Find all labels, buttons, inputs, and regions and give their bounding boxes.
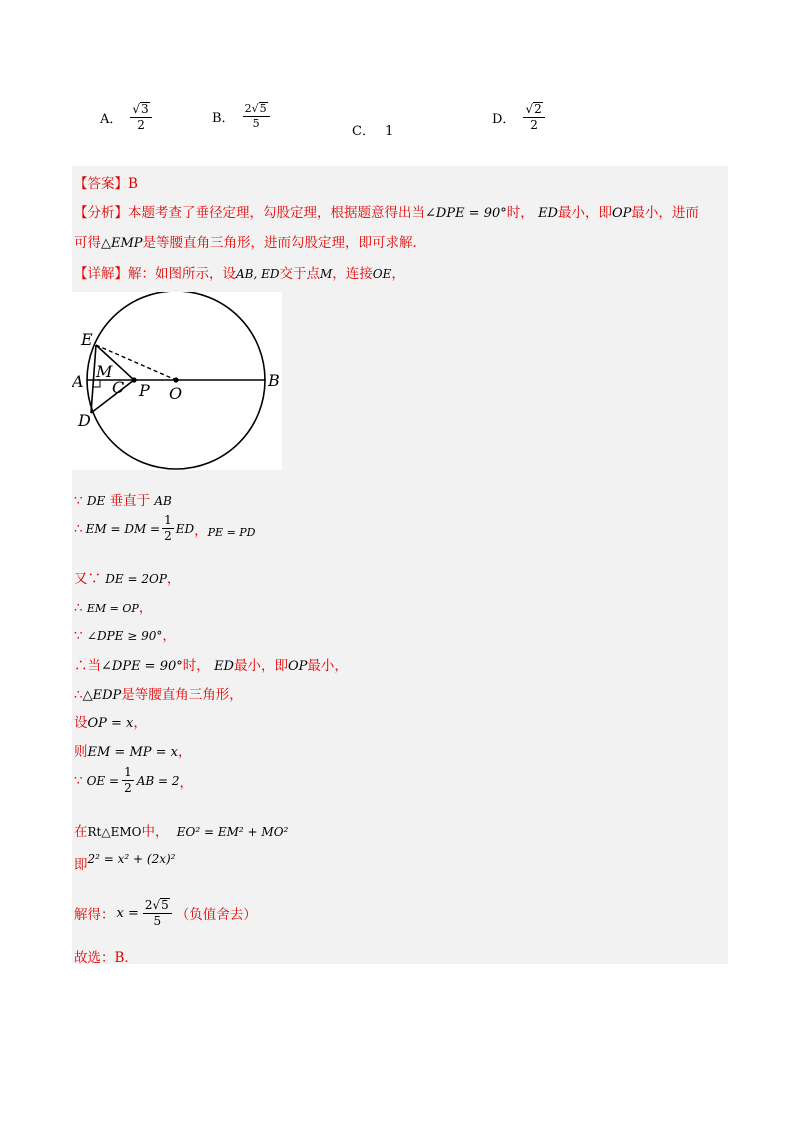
analysis-text: 是等腰直角三角形，进而勾股定理，即可求解. [142, 235, 417, 251]
analysis-text: 可得 [74, 235, 101, 251]
option-b-fraction [243, 102, 270, 130]
because-symbol: ∵ [74, 772, 83, 789]
label-e: E [81, 330, 93, 349]
label-a: A [72, 372, 84, 391]
step-math: ∠DPE ≥ 90° [86, 629, 163, 643]
detail-text: 解：如图所示，设 [128, 266, 236, 282]
analysis-line-1 [74, 201, 699, 221]
fraction-radicand: 5 [161, 898, 169, 912]
option-a-fraction [130, 102, 151, 132]
fraction-denominator: 5 [153, 914, 162, 929]
detail-text: 交于点 [279, 266, 320, 282]
option-a-radicand: 3 [141, 102, 149, 116]
sqrt-symbol: √ [251, 102, 259, 115]
option-a-denominator: 2 [137, 118, 145, 133]
final-answer-text: 故选：B． [74, 950, 138, 966]
label-o: O [169, 384, 183, 403]
analysis-line-2 [74, 231, 417, 251]
step-text: ， [133, 715, 147, 731]
step-math: PE = PD [207, 526, 256, 540]
label-d: D [78, 411, 91, 430]
fraction-coefficient: 2 [144, 898, 153, 912]
analysis-text: 最小，进而 [631, 205, 699, 221]
analysis-math: ED [538, 206, 558, 221]
detail-math: AB, ED [236, 267, 280, 281]
analysis-math: △EMP [101, 236, 143, 251]
step-math: △EDP [82, 688, 122, 703]
therefore-symbol: ∴ [74, 687, 83, 703]
detail-line [74, 262, 405, 282]
step-math: DE = 2OP [105, 572, 167, 586]
step-2 [74, 514, 256, 543]
step-text: ， [194, 522, 208, 539]
step-text: 当 [87, 658, 101, 674]
step-9 [74, 740, 192, 760]
detail-math: OE [372, 267, 392, 281]
answer-value: B [128, 176, 138, 192]
therefore-symbol: ∴ [74, 658, 88, 674]
step-7 [74, 683, 243, 703]
option-d [492, 102, 545, 132]
step-1 [74, 489, 172, 509]
option-b-denominator: 5 [252, 117, 260, 131]
option-d-radicand: 2 [534, 102, 542, 116]
option-d-fraction [523, 102, 544, 132]
fraction-denominator: 2 [124, 781, 132, 796]
sqrt-symbol: √ [132, 102, 141, 116]
option-d-denominator: 2 [530, 118, 538, 133]
step-10-fraction [122, 766, 134, 795]
step-13-fraction [143, 898, 172, 928]
step-3 [74, 567, 180, 587]
step-8 [74, 711, 147, 731]
point-o [173, 377, 178, 382]
step-math: EM = OP [86, 602, 139, 615]
point-p [131, 377, 136, 382]
step-math: EO² = EM² + MO² [176, 825, 289, 839]
analysis-math: ∠DPE = 90° [425, 206, 507, 221]
step-10 [74, 766, 193, 795]
step-6 [74, 654, 348, 674]
solution-panel [72, 166, 728, 964]
option-b-letter: B． [212, 110, 235, 126]
option-b [212, 102, 270, 130]
detail-tag: 【详解】 [74, 266, 128, 282]
step-text: 又 [74, 571, 88, 587]
step-4 [74, 596, 152, 616]
fraction-numerator: 1 [122, 766, 134, 781]
detail-math: M [320, 267, 333, 281]
step-text: 是等腰直角三角形， [121, 687, 243, 703]
step-text: ， [162, 628, 176, 644]
step-math: ED [175, 521, 195, 536]
step-math: DE [86, 494, 106, 508]
therefore-symbol: ∴ [74, 520, 83, 537]
step-math: OP = x [87, 716, 134, 731]
step-text: 垂直于 [109, 493, 151, 509]
circle-diagram [72, 292, 282, 470]
option-c [352, 120, 393, 139]
step-text: （负值舍去） [175, 907, 257, 924]
label-b: B [268, 371, 280, 390]
step-math: AB = 2 [136, 773, 180, 788]
step-14 [74, 946, 138, 966]
step-2-fraction [162, 514, 174, 543]
step-text: ， [178, 744, 192, 760]
step-13 [74, 898, 257, 928]
analysis-tag: 【分析】 [74, 205, 128, 221]
step-text: 中， [141, 824, 169, 840]
option-b-radicand: 5 [259, 102, 267, 115]
step-math: ∠DPE = 90° [101, 659, 183, 674]
because-symbol: ∵ [74, 493, 83, 509]
step-text: 即 [74, 857, 88, 873]
fraction-denominator: 2 [164, 529, 172, 544]
because-symbol: ∵ [87, 571, 101, 587]
answer-tag: 【答案】 [74, 176, 128, 192]
step-text: 时， [182, 658, 210, 674]
step-text: 解得： [74, 907, 115, 924]
label-p: P [139, 381, 150, 400]
step-math: ED [214, 659, 234, 674]
step-math: Rt△EMO [87, 825, 142, 839]
sqrt-symbol: √ [525, 102, 534, 116]
step-math: 2² = x² + (2x)² [87, 852, 176, 866]
analysis-text: 时， [506, 205, 534, 221]
step-text: 设 [74, 715, 88, 731]
step-math: x = [116, 905, 139, 921]
geometry-diagram [72, 292, 282, 470]
step-math: EM = MP = x [87, 745, 179, 760]
detail-text: ， [391, 266, 405, 282]
because-symbol: ∵ [74, 628, 83, 644]
step-text: ， [179, 774, 194, 791]
step-11 [74, 820, 288, 840]
step-text: 最小， [307, 658, 348, 674]
fraction-numerator: 1 [162, 514, 174, 529]
step-math: EM = DM = [85, 521, 161, 536]
answer-line [74, 172, 138, 192]
analysis-text: 本题考查了垂径定理，勾股定理，根据题意得出当 [128, 205, 425, 221]
step-math: OP [287, 659, 308, 674]
analysis-math: OP [611, 206, 632, 221]
sqrt-symbol: √ [152, 898, 161, 912]
label-m: M [96, 362, 113, 381]
step-text: ， [166, 571, 181, 587]
detail-text: ，连接 [332, 266, 373, 282]
step-5 [74, 624, 176, 644]
therefore-symbol: ∴ [74, 600, 83, 616]
option-c-letter: C． [352, 124, 375, 139]
option-d-letter: D． [492, 111, 516, 127]
step-text: ， [138, 600, 153, 616]
step-math: AB [154, 494, 172, 508]
step-12 [74, 853, 175, 873]
option-c-value: 1 [385, 124, 394, 139]
step-text: 最小，即 [233, 658, 288, 674]
option-a [100, 102, 152, 132]
option-b-coefficient: 2 [244, 102, 252, 115]
step-text: 则 [74, 744, 88, 760]
step-text: 在 [74, 824, 88, 840]
analysis-text: 最小，即 [557, 205, 612, 221]
option-a-letter: A． [100, 111, 123, 127]
label-c: C [112, 378, 125, 397]
step-math: OE = [86, 773, 120, 788]
